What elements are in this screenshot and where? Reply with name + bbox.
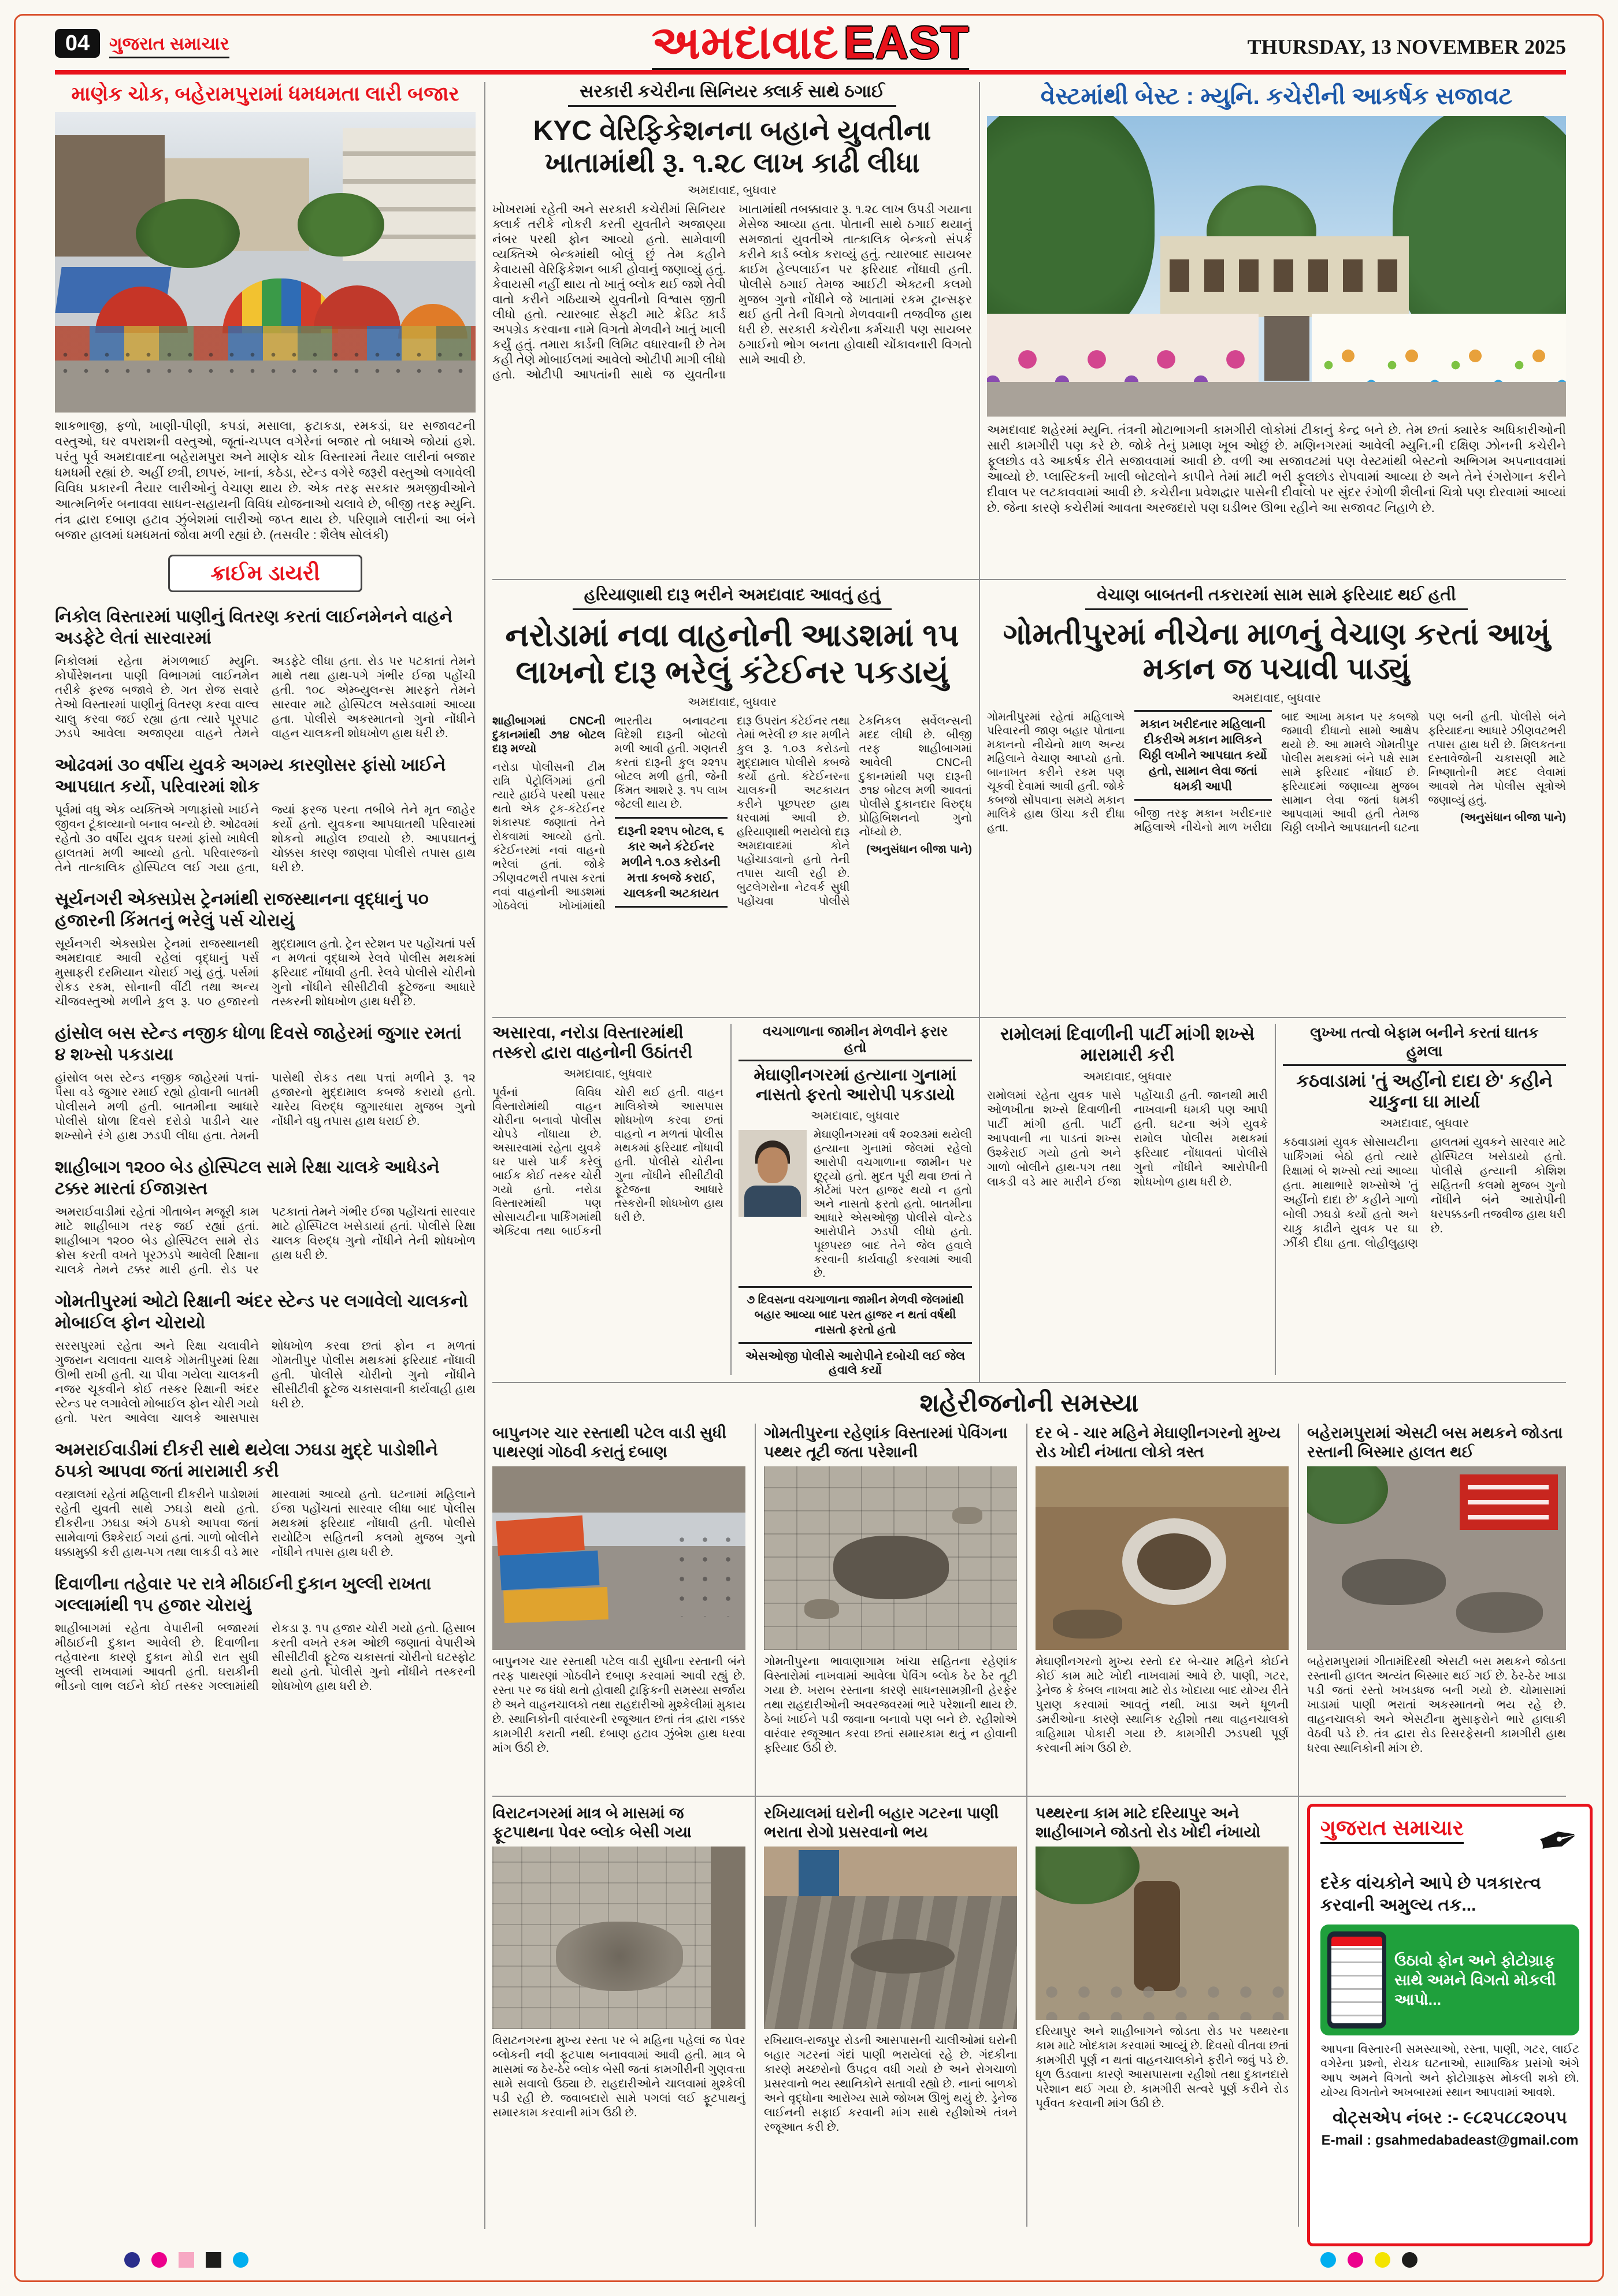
- loose-stone: [952, 1507, 982, 1524]
- gate: [1264, 316, 1309, 381]
- pothole: [1456, 1592, 1543, 1633]
- debris: [1053, 1610, 1122, 1639]
- absconder-article: [739, 1024, 972, 1377]
- masthead-edition: EAST: [844, 17, 970, 68]
- crime-article: [55, 1573, 476, 1693]
- problem-item: [1307, 1424, 1566, 1791]
- registration-square: [179, 2252, 194, 2268]
- crime-diary-header: ક્રાઈમ ડાયરી: [168, 555, 362, 592]
- gomtipur-article: [987, 586, 1566, 1011]
- curb: [711, 1847, 745, 2029]
- crime-article-body: શાહીબાગમાં રહેતા વેપારીની બજારમાં મીઠાઈની દુકાન આવેલી છે. દિવાળીના તહેવારના કારણે દુકાન મોડી રાત સુધી ખુલ્લી રાખવામાં આવતી હતી. ઘરાકીની ભીડનો લાભ લઈને કોઈ તસ્કર ગલ્લામાંથી રોકડા રૂ. ૧૫ હજાર ચોરી ગયો હતો. હિસાબ કરતી વખતે રકમ ઓછી જણાતાં વેપારીએ સીસીટીવી ફૂટેજ ચકાસતાં ચોરીનો ઘટસ્ફોટ થયો હતો. પોલીસે ગુનો નોંધીને તસ્કરની શોધખોળ હાથ ધરી છે.: [55, 1622, 476, 1693]
- phone-icon: [1327, 1931, 1386, 2028]
- red-banner: [1460, 1474, 1558, 1530]
- crime-article-headline: હાંસોલ બસ સ્ટેન્ડ નજીક ધોળા દિવસે જાહેરમાં જુગાર રમતાં ૪ શખ્સો પકડાયા: [55, 1024, 462, 1064]
- gomtipur-body-a: ગોમતીપુરમાં રહેતાં મહિલાએ પરિવારની જાણ બહાર પોતાના મકાનનો નીચેનો માળ અન્ય મહિલાને વેચાણ આપ્યો હતો. બાનાખત કરીને રકમ પણ ચૂકવી દેવામાં આવી હતી. જોકે કબજો સોંપવાના સમયે મકાન માલિકે હાથ ઊંચા કરી દીધા હતા.: [987, 710, 1125, 834]
- page-date: THURSDAY, 13 NOVEMBER 2025: [1247, 35, 1566, 58]
- municipal-office-photo: [987, 116, 1566, 417]
- concrete-ring: [1122, 1518, 1226, 1605]
- stones: [1036, 1979, 1289, 2020]
- crime-article-body: વસ્ત્રાલમાં રહેતાં મહિલાની દીકરીને પાડોશમાં રહેતી યુવતી સાથે ઝઘડો થયો હતો. દીકરીના ઝઘડા અંગે ઠપકો આપવા જતાં સામેવાળાં ઉશ્કેરાઈ ગયાં હતાં. ગાળો બોલીને ધક્કામુક્કી કરી હાથ-પગ તથા લાકડી વડે માર મારવામાં આવ્યો હતો. ઘટનામાં મહિલાને ઈજા પહોંચતાં સારવાર લીધા બાદ પોલીસ મથકમાં ફરિયાદ નોંધાવી હતી. પોલીસે રાયોટિંગ સહિતની કલમો મુજબ ગુનો નોંધીને તપાસ હાથ ધરી છે.: [55, 1488, 476, 1559]
- kathwada-kicker: લુખ્ખા તત્વો બેફામ બનીને કરતાં ઘાતક હુમલા: [1283, 1024, 1566, 1066]
- ad-green-text: ઉઠાવો ફોન અને ફોટોગ્રાફ સાથે અમને વિગતો મોકલી આપો...: [1394, 1952, 1556, 2008]
- sunken-footpath-photo: [492, 1847, 745, 2029]
- crime-article: [55, 755, 476, 875]
- liquor-body-b: દારૂ ઉપરાંત કંટેઈનર તથા તેમાં ભરેલી છ કાર મળીને કુલ રૂ. ૧.૦૩ કરોડનો મુદ્દામાલ પોલીસે કબજે કર્યો હતો. કંટેઈનરના ચાલકની અટકાયત કરીને પૂછપરછ હાથ ધરવામાં આવી છે. હરિયાણાથી ભરાયેલો દારૂ અમદાવાદમાં કોને પહોંચાડવાનો હતો તેની તપાસ ચાલી રહી છે. બુટલેગરોના નેટવર્ક સુધી પહોંચવા પોલીસે ટેકનિકલ સર્વેલન્સની મદદ લીધી છે. બીજી તરફ શાહીબાગમાં આવેલી CNCની દુકાનમાંથી પણ દારૂની ૭૧૪ બોટલ મળી આવતાં પોલીસે દુકાનદાર વિરુદ્ધ પ્રોહિબિશનનો ગુનો નોંધ્યો છે.: [737, 714, 972, 908]
- tree: [136, 199, 240, 268]
- building-windows: [1170, 259, 1400, 292]
- ad-whatsapp-number: વોટ્સએપ નંબર :- ૯૮૨૫૮૮૨૦૫૫: [1333, 2108, 1567, 2127]
- encroachment-photo: [492, 1466, 745, 1650]
- gomtipur-inset: મકાન ખરીદનાર મહિલાની દીકરીએ મકાન માલિકને ચિઠ્ઠી લખીને આપઘાત કર્યો હતો, સામાન લેવા જતાં ધમકી આપી: [1134, 710, 1272, 801]
- print-registration-marks-left: [124, 2252, 248, 2268]
- meghani-headline: મેઘાણીનગરમાં હત્યાના ગુનામાં નાસતો ફરતો આરોપી પકડાયો: [754, 1066, 957, 1104]
- print-registration-marks-right: [1320, 2252, 1417, 2268]
- crime-article-body: પૂર્વમાં વધુ એક વ્યક્તિએ ગળાફાંસો ખાઈને જીવન ટૂંકાવ્યાનો બનાવ બન્યો છે. ઓઢવમાં રહેતો ૩૦ વર્ષીય યુવક ઘરમાં ફાંસો ખાધેલી હાલતમાં મળી આવ્યો હતો. પરિવારજનો તેને તાત્કાલિક હોસ્પિટલ લઈ ગયા હતા, જ્યાં ફરજ પરના તબીબે તેને મૃત જાહેર કર્યો હતો. યુવકના આપઘાતથી પરિવારમાં શોકનો માહોલ છવાયો છે. આપઘાતનું ચોક્કસ કારણ જાણવા પોલીસે તપાસ હાથ ધરી છે.: [55, 803, 476, 874]
- dirt: [1036, 1466, 1289, 1507]
- ramol-body: રામોલમાં રહેતા યુવક પાસે ઓળખીતા શખ્સે દિવાળીની પાર્ટી માંગી હતી. પાર્ટી આપવાની ના પાડતાં શખ્સ ઉશ્કેરાઈ ગયો હતો અને ગાળો બોલીને હાથ-પગ તથા લાકડી વડે માર મારીને ઈજા પહોંચાડી હતી. જાનથી મારી નાખવાની ધમકી પણ આપી હતી. ઘટના અંગે યુવકે રામોલ પોલીસ મથકમાં ફરિયાદ નોંધાવતાં પોલીસે ગુનો નોંધીને આરોપીની શોધખોળ હાથ ધરી છે.: [987, 1088, 1268, 1188]
- column-rule: [755, 1424, 756, 2227]
- tree: [298, 193, 384, 257]
- gomtipur-continuation: (અનુસંધાન બીજા પાને): [1460, 811, 1566, 824]
- column-rule: [1026, 1424, 1027, 2227]
- column-rule: [1298, 1424, 1299, 2227]
- problem-body: મેઘાણીનગરનો મુખ્ય રસ્તો દર બે-ચાર મહિને કોઈને કોઈ કામ માટે ખોદી નાખવામાં આવે છે. પાણી, ગટર, ડ્રેનેજ કે કેબલ નાખવા માટે રોડ ખોદાયા બાદ યોગ્ય રીતે પુરાણ કરવામાં આવતું નથી. ખાડા અને ધૂળની ડમરીઓના કારણે સ્થાનિક રહીશો તથા વાહનચાલકો ત્રાહિમામ પોકારી ગયા છે. કામગીરી ઝડપથી પૂર્ણ કરવાની માંગ ઉઠી છે.: [1036, 1655, 1289, 1755]
- problem-item: [764, 1424, 1017, 1791]
- problem-headline: બહેરામપુરામાં એસટી બસ મથકને જોડતા રસ્તાની બિસ્માર હાલત થઈ: [1307, 1424, 1563, 1461]
- ad-green-box: [1320, 1925, 1579, 2035]
- crime-article-headline: ઓઢવમાં ૩૦ વર્ષીય યુવકે અગમ્ય કારણોસર ફાંસો ખાઈને આપઘાત કર્યો, પરિવારમાં શોક: [55, 756, 446, 796]
- registration-dot: [124, 2252, 140, 2268]
- liquor-article: [492, 586, 972, 1011]
- liquor-body-a: નરોડા પોલીસની ટીમ રાત્રિ પેટ્રોલિંગમાં હતી ત્યારે હાઈવે પરથી પસાર થતો એક ટ્રક-કંટેઈનર શંકાસ્પદ જણાતાં તેને રોકવામાં આવ્યો હતો. કંટેઈનરમાં નવાં વાહનો ભરેલાં હતાં. જોકે ઝીણવટભરી તપાસ કરતાં નવાં વાહનોની આડશમાં ગોઠવેલાં ખોખાંમાંથી ભારતીય બનાવટના વિદેશી દારૂની બોટલો મળી આવી હતી. ગણતરી કરતાં દારૂની કુલ ૨૨૧૫ બોટલ મળી હતી, જેની કિંમત આશરે રૂ. ૧૫ લાખ જેટલી થાય છે.: [492, 714, 728, 912]
- gomtipur-body-b: બીજી તરફ મકાન ખરીદનાર મહિલાએ નીચેનો માળ ખરીદ્યા બાદ આખા મકાન પર કબજો જમાવી દીધાનો સામો આક્ષેપ થયો છે. આ મામલે ગોમતીપુર પોલીસ મથકમાં બંને પક્ષે સામ સામે ફરિયાદ નોંધાઈ છે. ફરિયાદમાં જણાવ્યા મુજબ સામાન લેવા જતાં ધમકી આપવામાં આવી હતી તેમજ ચિઠ્ઠી લખીને આપઘાતની ઘટના પણ બની હતી. પોલીસે બંને ફરિયાદના આધારે ઝીણવટભરી તપાસ હાથ ધરી છે. મિલકતના દસ્તાવેજોની ચકાસણી માટે નિષ્ણાતોની મદદ લેવામાં આવશે તેમ પોલીસ સૂત્રોએ જણાવ્યું હતું.: [1134, 710, 1566, 834]
- pothole: [1342, 1559, 1446, 1605]
- kyc-body: ખોખરામાં રહેતી અને સરકારી કચેરીમાં સિનિયર ક્લાર્ક તરીકે નોકરી કરતી યુવતીને અજાણ્યા નંબર પરથી ફોન આવ્યો હતો. સામેવાળી વ્યક્તિએ બેન્કમાંથી બોલું છું તેમ કહીને કેવાયસી વેરિફિકેશન બાકી હોવાનું જણાવ્યું હતું. કેવાયસી નહીં થાય તો ખાતું બ્લોક થઈ જશે તેવી વાતો કરીને ગઠિયાએ યુવતીનો વિશ્વાસ જીતી લીધો હતો. ત્યારબાદ સેફ્ટી માટે ક્રેડિટ કાર્ડ અપગ્રેડ કરવાના નામે વિગતો મેળવીને ખાતું ખાલી કર્યું હતું. તમારા કાર્ડની લિમિટ વધારવાની છે તેમ કહી તેણે મોબાઈલમાં આવેલો ઓટીપી માગી લીધો હતો. ઓટીપી આપતાંની સાથે જ યુવતીના ખાતામાંથી તબક્કાવાર રૂ. ૧.૨૮ લાખ ઉપડી ગયાના મેસેજ આવ્યા હતા. પોતાની સાથે ઠગાઈ થયાનું સમજાતાં યુવતીએ તાત્કાલિક બેન્કનો સંપર્ક કરીને કાર્ડ બ્લોક કરાવ્યું હતું. ત્યારબાદ સાયબર ક્રાઈમ હેલ્પલાઈન પર ફરિયાદ નોંધાવી હતી. પોલીસે ઠગાઈ તેમજ આઈટી એક્ટની કલમો મુજબ ગુનો નોંધીને જે ખાતામાં રકમ ટ્રાન્સફર થઈ હતી તેની વિગતો મેળવવાની તજવીજ હાથ ધરી છે. સરકારી કચેરીના કર્મચારી પણ સાયબર ઠગાઈનો ભોગ બનતા હોવાથી ચોંકાવનારી વિગતો સામે આવી છે.: [492, 203, 972, 382]
- gomtipur-headline: ગોમતીપુરમાં નીચેના માળનું વેચાણ કરતાં આખું મકાન જ પચાવી પાડ્યું: [1003, 618, 1550, 686]
- column-rule: [979, 82, 980, 1382]
- crime-article-headline: સૂર્યનગરી એક્સપ્રેસ ટ્રેનમાંથી રાજસ્થાનના વૃદ્ધાનું ૫૦ હજારની કિંમતનું ભરેલું પર્સ ચોરાયું: [55, 890, 429, 930]
- crime-article: [55, 1291, 476, 1425]
- registration-dot: [1320, 2252, 1336, 2268]
- stall-tarp: [500, 1551, 600, 1591]
- liquor-kicker: હરિયાણાથી દારૂ ભરીને અમદાવાદ આવતું હતું: [573, 586, 892, 610]
- viratnagar-headline: વિરાટનગરમાં માત્ર બે માસમાં જ ફૂટપાથના પેવર બ્લોક બેસી ગયા: [492, 1804, 692, 1841]
- registration-dot: [1348, 2252, 1363, 2268]
- ad-body: આપના વિસ્તારની સમસ્યાઓ, રસ્તા, પાણી, ગટર, લાઈટ વગેરેના પ્રશ્નો, રોચક ઘટનાઓ, સામાજિક પ્રસંગો અંગે આપ અમને વિગતો અને ફોટોગ્રાફ્સ મોકલી શકો છો. યોગ્ય વિગતોને અખબારમાં સ્થાન આપવામાં આવશે.: [1320, 2043, 1579, 2099]
- kathwada-dateline: અમદાવાદ, બુધવાર: [1379, 1116, 1469, 1130]
- column-rule: [484, 82, 485, 2229]
- kyc-kicker: સરકારી કચેરીના સિનિયર ક્લાર્ક સાથે ઠગાઈ: [568, 82, 896, 107]
- liquor-inset: દારૂની ૨૨૧૫ બોટલ, ૬ કાર અને કંટેઈનર મળીને ૧.૦૩ કરોડની મત્તા કબજે કરાઈ, ચાલકની અટકાયત: [615, 817, 728, 908]
- rakhiyal-article: [764, 1804, 1017, 2222]
- crime-article: [55, 889, 476, 1009]
- asarva-dateline: અમદાવાદ, બુધવાર: [563, 1067, 653, 1081]
- crime-article-body: નિકોલમાં રહેતા મંગળભાઈ મ્યુનિ. કોર્પોરેશનના પાણી વિભાગમાં લાઈનમેન તરીકે ફરજ બજાવે છે. ગત રોજ સવારે તેઓ વિસ્તારમાં પાણીનું વિતરણ કરવા વાલ્વ ચાલુ કરવા જઈ રહ્યા હતા ત્યારે પૂરપાટ ઝડપે આવેલા અજાણ્યા વાહને તેમને અડફેટે લીધા હતા. રોડ પર પટકાતાં તેમને માથે તથા હાથ-પગે ગંભીર ઈજા પહોંચી હતી. ૧૦૮ એમ્બ્યુલન્સ મારફતે તેમને સારવાર માટે હોસ્પિટલ ખસેડવામાં આવ્યા હતા. પોલીસે અકસ્માતનો ગુનો નોંધીને વાહન ચાલકની શોધખોળ હાથ ધરી છે.: [55, 655, 476, 740]
- page-number: 04: [55, 29, 100, 58]
- liquor-continuation: (અનુસંધાન બીજા પાને): [866, 842, 972, 856]
- problem-body: બહેરામપુરામાં ગીતામંદિરથી એસટી બસ મથકને જોડતા રસ્તાની હાલત અત્યંત બિસ્માર થઈ ગઈ છે. ઠેર-ઠેર ખાડા પડી જતાં રસ્તો ખખડધજ બની ગયો છે. ચોમાસામાં ખાડામાં પાણી ભરાતાં અકસ્માતનો ભય રહે છે. વાહનચાલકો અને એસટીના મુસાફરોને ભારે હાલાકી વેઠવી પડે છે. તંત્ર દ્વારા રોડ રિસરફેસની કામગીરી હાથ ધરવા સ્થાનિકોની માંગ છે.: [1307, 1655, 1566, 1755]
- crime-article-headline: નિકોલ વિસ્તારમાં પાણીનું વિતરણ કરતાં લાઈનમેનને વાહને અડફેટે લેતાં સારવારમાં: [55, 607, 453, 648]
- ramol-headline: રામોલમાં દિવાળીની પાર્ટી માંગી શખ્સે મારામારી કરી: [1000, 1024, 1255, 1065]
- crime-article-headline: દિવાળીના તહેવાર પર રાત્રે મીઠાઈની દુકાન ખુલ્લી રાખતા ગલ્લામાંથી ૧૫ હજાર ચોરાયું: [55, 1574, 432, 1615]
- problem-item: [1036, 1424, 1289, 1791]
- meghani-dateline: અમદાવાદ, બુધવાર: [810, 1109, 900, 1123]
- gomtipur-body: [987, 710, 1566, 1010]
- crime-article: [55, 1023, 476, 1143]
- header-rule: [55, 70, 1566, 75]
- tree-left: [987, 116, 1155, 347]
- gomtipur-dateline: અમદાવાદ, બુધવાર: [1231, 691, 1322, 705]
- stone-headline: પથ્થરના કામ માટે દરિયાપુર અને શાહીબાગને જોડતો રોડ ખોદી નંખાયો: [1036, 1804, 1261, 1841]
- gomtipur-kicker: વેચાણ બાબતની તકરારમાં સામ સામે ફરિયાદ થઈ હતી: [1085, 586, 1467, 610]
- kathwada-article: [1283, 1024, 1566, 1377]
- page-number-box: [55, 29, 100, 58]
- tree: [1307, 1466, 1388, 1524]
- crime-article-headline: ગોમતીપુરમાં ઓટો રિક્ષાની અંદર સ્ટેન્ડ પર લગાવેલો ચાલકનો મોબાઈલ ફોન ચોરાયો: [55, 1292, 468, 1332]
- sunken-area: [556, 1922, 683, 1991]
- problem-body: ગોમતીપુરના ભાવાણાગામ ખાંચા સહિતના રહેણાંક વિસ્તારોમાં નાખવામાં આવેલા પેવિંગ બ્લોક ઠેર ઠેર તૂટી ગયા છે. ખરાબ રસ્તાના કારણે સાધનસામગ્રીની હેરફેર તથા રાહદારીઓની અવરજવરમાં ભારે પરેશાની થાય છે. ઠેબાં ખાઈને પડી જવાના બનાવો પણ બને છે. રહીશોએ વારંવાર રજૂઆત કરવા છતાં સમારકામ થતું ન હોવાની ફરિયાદ ઉઠી છે.: [764, 1655, 1017, 1755]
- reader-journalism-ad: [1307, 1804, 1593, 2246]
- accused-mugshot: [739, 1130, 807, 1217]
- ramol-dateline: અમદાવાદ, બુધવાર: [1082, 1069, 1172, 1083]
- stall-tarp: [503, 1587, 608, 1623]
- tree-canopy: [1036, 1847, 1140, 1904]
- section-rule: [492, 1796, 1566, 1797]
- masthead-city: અમદાવાદ: [651, 17, 840, 68]
- crime-article-body: સૂર્યનગરી એક્સપ્રેસ ટ્રેનમાં રાજસ્થાનથી અમદાવાદ આવી રહેલાં વૃદ્ધાનું પર્સ મુસાફરી દરમિયાન ચોરાઈ ગયું હતું. પર્સમાં રોકડ રકમ, સોનાની વીંટી તથા અન્ય ચીજવસ્તુઓ મળીને કુલ રૂ. ૫૦ હજારનો મુદ્દામાલ હતો. ટ્રેન સ્ટેશન પર પહોંચતાં પર્સ ન મળતાં વૃદ્ધાએ રેલવે પોલીસ મથકમાં ફરિયાદ નોંધાવી હતી. રેલવે પોલીસે ચોરીનો ગુનો નોંધીને સીસીટીવી ફૂટેજના આધારે તસ્કરની શોધખોળ હાથ ધરી છે.: [55, 937, 476, 1008]
- municipal-caption: અમદાવાદ શહેરમાં મ્યુનિ. તંત્રની મોટાભાગની કામગીરી લોકોમાં ટીકાનું કેન્દ્ર બને છે. તેમ છતાં ક્યારેક અધિકારીઓની સારી કામગીરી પણ કરે છે. જોકે તેનું પ્રમાણ ખૂબ ઓછું છે. મણિનગરમાં આવેલી મ્યુનિ.ની દક્ષિણ ઝોનની કચેરીને ફૂલછોડ વડે આકર્ષક રીતે સજાવવામાં આવી છે. વળી આ સજાવટમાં પણ વેસ્ટમાંથી બેસ્ટનો અભિગમ અપનાવવામાં આવ્યો છે. પ્લાસ્ટિકની ખાલી બોટલોને કાપીને તેમાં માટી ભરી ફૂલછોડ રોપવામાં આવ્યા છે અને તેને રંગરોગાન કરીને દીવાલ પર લટકાવવામાં આવી છે. કચેરીના પ્રવેશદ્વાર પાસેની દીવાલો પર સુંદર રંગોળી શૈલીનાં ચિત્રો પણ દોરવામાં આવ્યાં છે. જેના કારણે કચેરીમાં આવતા અરજદારો પણ ઘડીભર ઊભા રહીને આ સજાવટ નિહાળે છે.: [987, 423, 1566, 515]
- citizen-problems-title: શહેરીજનોની સમસ્યા: [919, 1389, 1139, 1417]
- registration-dot: [1402, 2252, 1417, 2268]
- section-rule: [492, 1382, 1566, 1383]
- decorated-wall-left: [987, 314, 1259, 382]
- sewage-water-photo: [764, 1847, 1017, 2029]
- crowd: [670, 1530, 740, 1617]
- loose-stone: [804, 1599, 839, 1619]
- problem-headline: ગોમતીપુરના રહેણાંક વિસ્તારમાં પેવિંગના પથ્થર તૂટી જતા પરેશાની: [764, 1424, 1008, 1461]
- column-rule: [1275, 1024, 1276, 1375]
- stone-work-article: [1036, 1804, 1289, 2222]
- pothole: [833, 1536, 949, 1599]
- liquor-headline: નરોડામાં નવા વાહનોની આડશમાં ૧૫ લાખનો દારૂ ભરેલું કંટેઈનર પકડાયું: [505, 617, 959, 690]
- rakhiyal-headline: રખિયાલમાં ઘરોની બહાર ગટરના પાણી ભરાતા રોગો પ્રસરવાનો ભય: [764, 1804, 999, 1841]
- door: [799, 1850, 839, 1896]
- crime-article-body: સરસપુરમાં રહેતા અને રિક્ષા ચલાવીને ગુજરાન ચલાવતા ચાલકે ગોમતીપુરમાં રિક્ષા ઊભી રાખી હતી. ચા પીવા ગયેલા ચાલકની નજર ચૂકવીને કોઈ તસ્કર રિક્ષાની અંદર સ્ટેન્ડ પર લગાવેલો મોબાઈલ ફોન ચોરી ગયો હતો. પરત આવેલા ચાલકે આસપાસ શોધખોળ કરવા છતાં ફોન ન મળતાં ગોમતીપુર પોલીસ મથકમાં ફરિયાદ નોંધાવી હતી. પોલીસે ચોરીનો ગુનો નોંધીને સીસીટીવી ફૂટેજ ચકાસવાની કાર્યવાહી હાથ ધરી છે.: [55, 1339, 476, 1425]
- registration-dot: [233, 2252, 248, 2268]
- lari-bazar-caption: શાકભાજી, ફળો, ખાણી-પીણી, કપડાં, મસાલા, ફટાકડા, રમકડાં, ઘર સજાવટની વસ્તુઓ, ઘર વપરાશની વસ્તુઓ, જૂતાં-ચપ્પલ વગેરેનાં બજાર તો બધાએ જોયાં હશે. પરંતુ પૂર્વ અમદાવાદના બહેરામપુરા અને માણેક ચોક વિસ્તારમાં તૈયાર લારીનાં બજાર ધમધમી રહ્યાં છે. અહીં છત્રી, છાપરું, ખાનાં, કઠેડા, સ્ટેન્ડ વગેરે જરૂરી વસ્તુઓ લગાવેલી વિવિધ પ્રકારની તૈયાર લારીઓનું વેચાણ થાય છે. એક તરફ સરકાર શ્રમજીવીઓને આત્મનિર્ભર બનાવવા સાધન-સહાયની વિવિધ યોજનાઓ ચલાવે છે, બીજી તરફ મ્યુનિ. તંત્ર દ્વારા દબાણ હટાવ ઝુંબેશમાં લારીઓ જપ્ત થાય છે. પરિણામે લારીનાં આ બંને બજાર હાલમાં ધમધમતાં જોવા મળી રહ્યાં છે. (તસવીર : શૈલેષ સોલંકી): [55, 419, 476, 542]
- dug-road-photo: [1036, 1466, 1289, 1650]
- registration-dot: [1375, 2252, 1390, 2268]
- viratnagar-body: વિરાટનગરના મુખ્ય રસ્તા પર બે મહિના પહેલાં જ પેવર બ્લોકની નવી ફૂટપાથ બનાવવામાં આવી હતી. માત્ર બે માસમાં જ ઠેર-ઠેર બ્લોક બેસી જતાં કામગીરીની ગુણવત્તા સામે સવાલો ઉઠ્યા છે. રાહદારીઓને ચાલવામાં મુશ્કેલી પડી રહી છે. જવાબદારો સામે પગલાં લઈ ફૂટપાથનું સમારકામ કરવાની માંગ ઉઠી છે.: [492, 2034, 745, 2119]
- crime-article-headline: શાહીબાગ ૧૨૦૦ બેડ હોસ્પિટલ સામે રિક્ષા ચાલકે આધેડને ટક્કર મારતાં ઈજાગ્રસ્ત: [55, 1158, 440, 1198]
- lari-bazar-headline: માણેક ચોક, બહેરામપુરામાં ધમધમતા લારી બજાર: [71, 83, 459, 105]
- red-umbrella: [314, 285, 400, 329]
- brand-logo: ગુજરાત સમાચાર: [109, 34, 229, 58]
- column-rule: [730, 1024, 732, 1375]
- road: [987, 382, 1566, 417]
- municipal-decor-article: [987, 82, 1566, 573]
- rakhiyal-body: રખિયાલ-રાજપુર રોડની આસપાસની ચાલીઓમાં ઘરોની બહાર ગટરનાં ગંદાં પાણી ભરાયેલાં રહે છે. ગંદકીના કારણે મચ્છરોનો ઉપદ્રવ વધી ગયો છે અને રોગચાળો પ્રસરવાનો ભય સ્થાનિકોને સતાવી રહ્યો છે. નાનાં બાળકો અને વૃદ્ધોના આરોગ્ય સામે જોખમ ઊભું થયું છે. ડ્રેનેજ લાઈનની સફાઈ કરવાની માંગ સાથે રહીશોએ તંત્રને રજૂઆત કરી છે.: [764, 2034, 1017, 2134]
- buildings: [492, 1466, 745, 1513]
- kathwada-headline: કઠવાડામાં 'તું અહીંનો દાદા છે' કહીને ચાકુના ઘા માર્યા: [1296, 1071, 1553, 1112]
- ad-email: E-mail : gsahmedabadeast@gmail.com: [1321, 2132, 1579, 2148]
- problem-headline: દર બે - ચાર મહિને મેઘાણીનગરનો મુખ્ય રોડ ખોદી નંખાતા લોકો ત્રસ્ત: [1036, 1424, 1281, 1461]
- crowd: [55, 347, 476, 380]
- crime-article-body: અમરાઈવાડીમાં રહેતાં ગીતાબેન મજૂરી કામ માટે શાહીબાગ તરફ જઈ રહ્યાં હતાં. શાહીબાગ ૧૨૦૦ બેડ હોસ્પિટલ સામે રોડ ક્રોસ કરતી વખતે પૂરઝડપે આવેલી રિક્ષાના ચાલકે તેમને ટક્કર મારી હતી. રોડ પર પટકાતાં તેમને ગંભીર ઈજા પહોંચતાં સારવાર માટે હોસ્પિટલ ખસેડાયાં હતાં. પોલીસે રિક્ષા ચાલક વિરુદ્ધ ગુનો નોંધીને તેની શોધખોળ હાથ ધરી છે.: [55, 1205, 476, 1276]
- problem-body: બાપુનગર ચાર રસ્તાથી પટેલ વાડી સુધીના રસ્તાની બંને તરફ પાથરણાં ગોઠવીને દબાણ કરવામાં આવી રહ્યું છે. રસ્તા પર જ ધંધો થતો હોવાથી ટ્રાફિકની સમસ્યા સર્જાય છે અને વાહનચાલકો તથા રાહદારીઓ મુશ્કેલીમાં મુકાય છે. સ્થાનિકોની વારંવારની રજૂઆત છતાં તંત્ર દ્વારા નક્કર કામગીરી કરાતી નથી. દબાણ હટાવ ઝુંબેશ હાથ ધરવા માંગ ઉઠી છે.: [492, 1655, 745, 1755]
- shoulders: [744, 1186, 801, 1217]
- bad-road-photo: [1307, 1466, 1566, 1650]
- broken-paving-photo: [764, 1466, 1017, 1650]
- liquor-dateline: અમદાવાદ, બુધવાર: [687, 695, 777, 709]
- municipal-headline: વેસ્ટમાંથી બેસ્ટ : મ્યુનિ. કચેરીની આકર્ષક સજાવટ: [1040, 83, 1513, 109]
- dug-street-photo: [1036, 1847, 1289, 2020]
- registration-dot: [151, 2252, 167, 2268]
- decorated-wall-right: [1312, 314, 1566, 382]
- tree-trunk: [1134, 1881, 1180, 1991]
- kyc-dateline: અમદાવાદ, બુધવાર: [687, 184, 777, 198]
- meghani-inset: ૭ દિવસના વચગાળાના જામીન મેળવી જેલમાંથી બહાર આવ્યા બાદ પરત હાજર ન થતાં વર્ષથી નાસતો ફરતો હતો: [739, 1286, 972, 1344]
- vehicle-theft-article: [492, 1024, 723, 1377]
- stone-body: દરિયાપુર અને શાહીબાગને જોડતા રોડ પર પથ્થરના કામ માટે ખોદકામ કરવામાં આવ્યું છે. દિવસો વીતવા છતાં કામગીરી પૂર્ણ ન થતાં વાહનચાલકોને ફરીને જવું પડે છે. ધૂળ ઉડવાના કારણે આસપાસના રહીશો તથા દુકાનદારો પરેશાન થઈ ગયા છે. કામગીરી સત્વરે પૂર્ણ કરીને રોડ પૂર્વવત કરવાની માંગ ઉઠી છે.: [1036, 2025, 1289, 2110]
- asarva-headline: અસારવા, નરોડા વિસ્તારમાંથી તસ્કરો દ્વારા વાહનોની ઉઠાંતરી: [492, 1024, 693, 1062]
- puddle: [851, 1939, 955, 1974]
- pen-icon: ✒: [1531, 1808, 1586, 1873]
- crime-article-headline: અમરાઈવાડીમાં દીકરી સાથે થયેલા ઝઘડા મુદ્દે પાડોશીને ઠપકો આપવા જતાં મારામારી કરી: [55, 1440, 438, 1481]
- registration-square: [206, 2252, 221, 2268]
- kyc-headline: KYC વેરિફિકેશનના બહાને યુવતીના ખાતામાંથી રૂ. ૧.૨૮ લાખ કાઢી લીધા: [533, 116, 932, 179]
- liquor-body: [492, 714, 972, 1011]
- asarva-body: પૂર્વનાં વિવિધ વિસ્તારોમાંથી વાહન ચોરીના બનાવો પોલીસ ચોપડે નોંધાયા છે. અસારવામાં રહેતા યુવકે ઘર પાસે પાર્ક કરેલું બાઈક કોઈ તસ્કર ચોરી ગયો હતો. નરોડા વિસ્તારમાંથી પણ સોસાયટીના પાર્કિંગમાંથી એક્ટિવા તથા બાઈકની ચોરી થઈ હતી. વાહન માલિકોએ આસપાસ શોધખોળ કરવા છતાં વાહનો ન મળતાં પોલીસ મથકમાં ફરિયાદ નોંધાવી હતી. પોલીસે ચોરીના ગુના નોંધીને સીસીટીવી ફૂટેજના આધારે તસ્કરોની શોધખોળ હાથ ધરી છે.: [492, 1086, 723, 1238]
- liquor-subhead: શાહીબાગમાં CNCની દુકાનમાંથી ૭૧૪ બોટલ દારૂ મળ્યો: [492, 714, 606, 755]
- left-column: [55, 82, 476, 2229]
- section-rule: [492, 1017, 1566, 1018]
- meghani-footer: એસઓજી પોલીસે આરોપીને દબોચી લઈ જેલ હવાલે કર્યો: [745, 1350, 966, 1377]
- ramol-article: [987, 1024, 1268, 1377]
- kyc-article: [492, 82, 972, 573]
- meghani-kicker: વચગાળાના જામીન મેળવીને ફરાર હતો: [739, 1024, 972, 1061]
- stall-tarp: [496, 1515, 585, 1556]
- page-header: [55, 17, 1566, 68]
- face: [758, 1147, 788, 1183]
- ad-brand: ગુજરાત સમાચાર: [1320, 1816, 1464, 1844]
- section-rule: [492, 579, 1566, 580]
- masthead: [651, 17, 970, 72]
- meghani-body: મેઘાણીનગરમાં વર્ષ ૨૦૨૩માં થયેલી હત્યાના ગુનામાં જેલમાં રહેલો આરોપી વચગાળાના જામીન પર છૂટ્યો હતો. મુદત પૂરી થવા છતાં તે કોર્ટમાં પરત હાજર થયો ન હતો અને નાસતો ફરતો હતો. બાતમીના આધારે એસઓજી પોલીસે વોન્ટેડ આરોપીને ઝડપી લીધો હતો. પૂછપરછ બાદ તેને જેલ હવાલે કરવાની કાર્યવાહી કરવામાં આવી છે.: [814, 1128, 972, 1280]
- ad-tagline: દરેક વાંચકોને આપે છે પત્રકારત્વ કરવાની અમુલ્ય તક...: [1320, 1874, 1541, 1915]
- crime-article-body: હાંસોલ બસ સ્ટેન્ડ નજીક જાહેરમાં પત્તાં-પૈસા વડે જુગાર રમાઈ રહ્યો હોવાની બાતમી પોલીસને મળી હતી. બાતમીના આધારે પોલીસે ધોળા દિવસે દરોડો પાડીને ચાર શખ્સોને રંગે હાથ ઝડપી લીધા હતા. તેમની પાસેથી રોકડ તથા પત્તાં મળીને રૂ. ૧૨ હજારનો મુદ્દામાલ કબજે કરાયો હતો. ચારેય વિરુદ્ધ જુગારધારા મુજબ ગુનો નોંધીને વધુ તપાસ હાથ ધરાઈ છે.: [55, 1071, 476, 1142]
- kathwada-body: કઠવાડામાં યુવક સોસાયટીના પાર્કિંગમાં બેઠો હતો ત્યારે રિક્ષામાં બે શખ્સો ત્યાં આવ્યા હતા. માથાભારે શખ્સોએ 'તું અહીંનો દાદા છે' કહીને ગાળો બોલી ઝઘડો કર્યો હતો અને ચાકુ કાઢીને યુવક પર ઘા ઝીંકી દીધા હતા. લોહીલુહાણ હાલતમાં યુવકને સારવાર માટે હોસ્પિટલ ખસેડાયો હતો. પોલીસે હત્યાની કોશિશ સહિતની કલમો મુજબ ગુનો નોંધીને બંને આરોપીની ધરપક્કડની તજવીજ હાથ ધરી છે.: [1283, 1135, 1566, 1250]
- crime-article: [55, 1439, 476, 1559]
- crime-article: [55, 1157, 476, 1277]
- problem-headline: બાપુનગર ચાર રસ્તાથી પટેલ વાડી સુધી પાથરણાં ગોઠવી કરાતું દબાણ: [492, 1424, 726, 1461]
- street-market-photo: [55, 112, 476, 413]
- problem-item: [492, 1424, 745, 1791]
- viratnagar-article: [492, 1804, 745, 2222]
- crime-article: [55, 606, 476, 741]
- phone-screen: [1331, 1937, 1382, 2023]
